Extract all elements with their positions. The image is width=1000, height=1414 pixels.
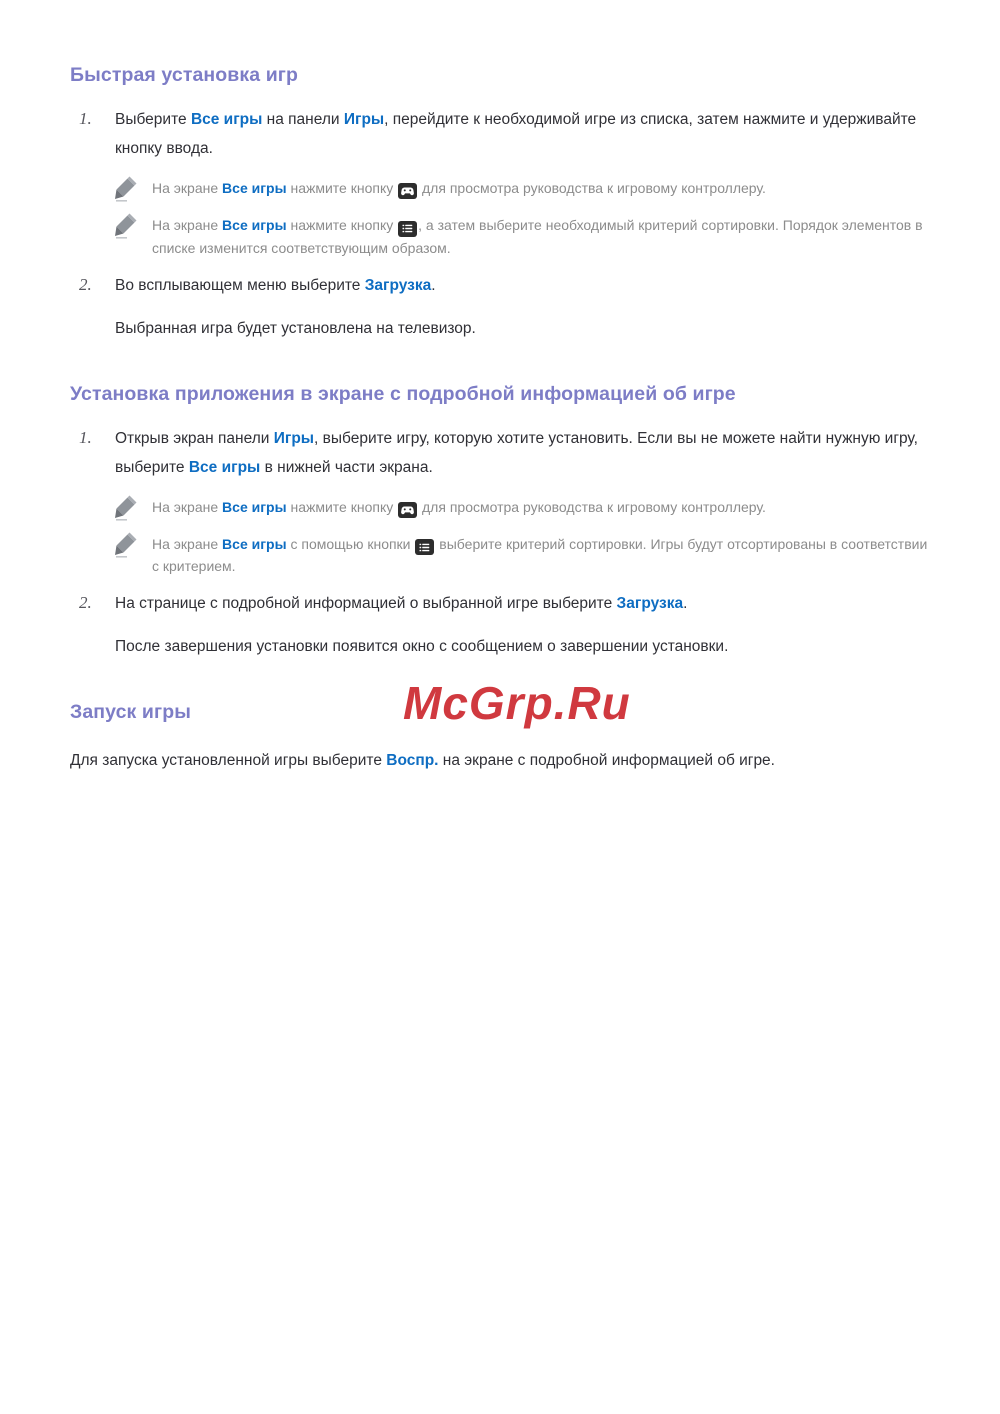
ui-ref-download: Загрузка — [364, 276, 432, 294]
note-row — [115, 177, 930, 202]
note-text: На экране Все игры нажмите кнопку для просмотра руководства к игровому контроллеру. — [152, 177, 930, 202]
step-number: 2. — [79, 593, 92, 612]
ui-ref-games-panel: Игры — [273, 429, 315, 447]
section-title-launch-game: Запуск игры — [70, 701, 191, 723]
sort-list-icon — [415, 539, 434, 555]
launch-instruction-text: Для запуска установленной игры выберите Воспр. на экране с подробной информацией об игре. — [70, 752, 775, 769]
pencil-icon — [115, 213, 137, 239]
step-text: Открыв экран панели Игры, выберите игру, которую хотите установить. Если вы не можете найти нужную игру, выберите Все игры в нижней части экрана. — [115, 429, 918, 476]
ui-ref-all-games: Все игры — [190, 111, 263, 128]
step-number: 2. — [79, 274, 92, 294]
note-row — [115, 496, 930, 521]
step-text: Во всплывающем меню выберите Загрузка. — [115, 276, 436, 294]
step-number: 1. — [79, 427, 92, 447]
note-row — [115, 214, 930, 259]
ui-ref-all-games: Все игры — [222, 180, 287, 196]
ui-ref-download: Загрузка — [616, 595, 684, 612]
step-text: На странице с подробной информацией о выбранной игре выберите Загрузка. — [115, 595, 688, 612]
section-install-from-detail — [70, 383, 930, 662]
ui-ref-play: Воспр. — [386, 752, 439, 769]
pencil-icon — [115, 495, 137, 521]
pencil-icon — [115, 176, 137, 202]
watermark-mcgrp-ru: McGrp.Ru — [403, 677, 631, 729]
step-text: Выберите Все игры на панели Игры, перейдите к необходимой игре из списка, затем нажмите и удерживайте кнопку ввода. — [115, 111, 917, 157]
note-text: На экране Все игры с помощью кнопки выберите критерий сортировки. Игры будут отсортированы в соответствии с критерием. — [152, 535, 928, 574]
pencil-icon — [115, 532, 137, 558]
step-result-text: Выбранная игра будет установлена на телевизор. — [115, 319, 476, 337]
ui-ref-all-games: Все игры — [222, 498, 287, 515]
section-title-install-from-detail: Установка приложения в экране с подробной информацией об игре — [70, 382, 736, 405]
step-number: 1. — [79, 109, 92, 128]
gamepad-icon — [398, 183, 417, 199]
note-text: На экране Все игры нажмите кнопку , а затем выберите необходимый критерий сортировки. Порядок элементов в списке изменится соответствующим образом. — [152, 217, 923, 256]
ui-ref-all-games: Все игры — [222, 217, 287, 233]
gamepad-icon — [398, 502, 417, 518]
ui-ref-all-games: Все игры — [222, 535, 287, 552]
ui-ref-games-panel: Игры — [343, 111, 385, 128]
step-item — [70, 105, 930, 163]
sort-list-icon — [398, 221, 417, 237]
ui-ref-all-games: Все игры — [188, 458, 261, 476]
step-result-text: После завершения установки появится окно с сообщением о завершении установки. — [115, 638, 729, 655]
note-text: На экране Все игры нажмите кнопку для просмотра руководства к игровому контроллеру. — [152, 496, 930, 521]
step-item — [70, 589, 930, 618]
section-title-quick-install: Быстрая установка игр — [70, 64, 299, 86]
note-row — [115, 533, 930, 578]
step-item — [70, 424, 930, 482]
step-item — [70, 271, 930, 300]
section-quick-install — [70, 64, 930, 343]
